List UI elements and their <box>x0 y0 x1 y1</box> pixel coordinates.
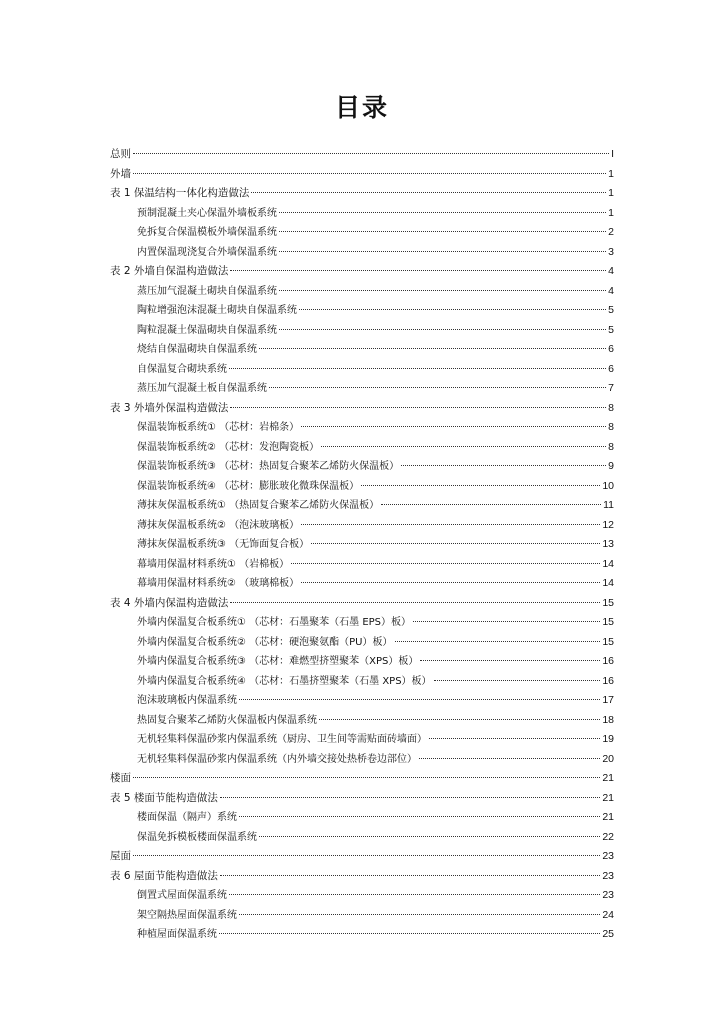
dot-leader <box>301 581 600 583</box>
toc-entry-page-number: 20 <box>602 752 614 765</box>
dot-leader <box>269 386 606 388</box>
toc-entry-page-number: 2 <box>608 226 614 238</box>
dot-leader <box>301 523 600 525</box>
toc-entry[interactable] <box>110 204 614 224</box>
toc-entry-label: 屋面 <box>110 850 131 862</box>
dot-leader <box>381 503 601 505</box>
toc-entry-page-number: 23 <box>602 869 614 882</box>
toc-entry-page-number: 10 <box>602 479 614 492</box>
toc-entry-label: 外墙内保温复合板系统② （芯材：硬泡聚氨酯（PU）板） <box>137 636 393 648</box>
toc-entry-label: 保温装饰板系统② （芯材：发泡陶瓷板） <box>137 441 320 453</box>
dot-leader <box>279 230 606 232</box>
dot-leader <box>230 269 606 271</box>
toc-entry[interactable] <box>110 750 614 770</box>
dot-leader <box>239 698 600 700</box>
toc-entry[interactable] <box>110 301 614 321</box>
toc-entry-page-number: 21 <box>602 811 614 823</box>
dot-leader <box>299 308 606 310</box>
dot-leader <box>361 484 600 486</box>
toc-entry-page-number: 6 <box>608 343 614 355</box>
dot-leader <box>220 796 600 798</box>
toc-entry-page-number: 15 <box>602 596 614 609</box>
dot-leader <box>279 211 606 213</box>
toc-entry-page-number: 21 <box>602 772 614 784</box>
toc-entry[interactable] <box>110 516 614 536</box>
toc-entry-label: 自保温复合砌块系统 <box>137 363 227 375</box>
toc-entry-page-number: 15 <box>602 616 614 628</box>
toc-entry-label: 无机轻集料保温砂浆内保温系统（厨房、卫生间等需贴面砖墙面） <box>137 734 427 745</box>
toc-entry-page-number: 14 <box>602 557 614 570</box>
dot-leader <box>251 191 606 193</box>
toc-entry-label: 外墙内保温复合板系统④ （芯材：石墨挤塑聚苯（石墨 XPS）板） <box>137 675 432 687</box>
toc-entry-label: 泡沫玻璃板内保温系统 <box>137 695 237 706</box>
toc-entry-label: 薄抹灰保温板系统② （泡沫玻璃板） <box>137 519 300 531</box>
dot-leader <box>230 601 600 603</box>
toc-entry-label: 倒置式屋面保温系统 <box>137 890 227 901</box>
page-title: 目录 <box>334 93 389 122</box>
toc-entry-page-number: 25 <box>602 928 614 940</box>
toc-entry-label: 蒸压加气混凝土砌块自保温系统 <box>137 285 277 297</box>
toc-entry[interactable] <box>110 262 614 282</box>
toc-entry-label: 表 2 外墙自保温构造做法 <box>110 265 229 277</box>
dot-leader <box>259 835 600 837</box>
toc-entry[interactable] <box>110 340 614 360</box>
toc-entry-label: 薄抹灰保温板系统① （热固复合聚苯乙烯防火保温板） <box>137 500 380 511</box>
toc-entry-page-number: 1 <box>608 206 614 219</box>
toc-entry-label: 免拆复合保温模板外墙保温系统 <box>137 227 277 238</box>
dot-leader <box>291 562 600 564</box>
toc-entry-label: 表 5 楼面节能构造做法 <box>110 791 218 804</box>
toc-entry-label: 内置保温现浇复合外墙保温系统 <box>137 246 277 258</box>
toc-entry[interactable] <box>110 867 614 887</box>
toc-entry-label: 表 4 外墙内保温构造做法 <box>110 596 229 609</box>
toc-entry[interactable] <box>110 184 614 204</box>
toc-entry-page-number: 11 <box>603 499 614 511</box>
toc-entry-page-number: 4 <box>608 265 614 277</box>
toc-entry-page-number: 5 <box>608 304 614 316</box>
toc-entry-page-number: 7 <box>608 382 614 394</box>
toc-entry-page-number: 24 <box>602 908 614 921</box>
toc-entry-page-number: 21 <box>602 791 614 804</box>
toc-entry-page-number: 8 <box>608 421 614 433</box>
toc-entry-label: 保温装饰板系统④ （芯材：膨胀玻化微珠保温板） <box>137 480 360 492</box>
toc-entry-page-number: 5 <box>608 323 614 336</box>
toc-entry-label: 楼面保温（隔声）系统 <box>137 812 237 823</box>
toc-entry[interactable] <box>110 594 614 614</box>
toc-entry-label: 表 6 屋面节能构造做法 <box>110 869 218 882</box>
toc-entry[interactable] <box>110 321 614 341</box>
toc-entry[interactable] <box>110 828 614 848</box>
toc-entry[interactable] <box>110 535 614 555</box>
toc-entry-label: 无机轻集料保温砂浆内保温系统（内外墙交接处热桥卷边部位） <box>137 753 417 765</box>
toc-entry[interactable] <box>110 477 614 497</box>
toc-entry-label: 表 1 保温结构一体化构造做法 <box>110 187 250 199</box>
dot-leader <box>133 776 600 778</box>
toc-entry[interactable] <box>110 769 614 789</box>
dot-leader <box>239 815 600 817</box>
toc-entry-page-number: 23 <box>602 850 614 862</box>
toc-entry[interactable] <box>110 847 614 867</box>
dot-leader <box>420 659 600 661</box>
dot-leader <box>311 542 600 544</box>
dot-leader <box>419 757 600 759</box>
dot-leader <box>279 250 606 252</box>
dot-leader <box>133 172 606 174</box>
toc-entry[interactable] <box>110 691 614 711</box>
toc-entry[interactable] <box>110 418 614 438</box>
toc-entry[interactable] <box>110 379 614 399</box>
toc-entry-label: 幕墙用保温材料系统① （岩棉板） <box>137 558 290 570</box>
toc-entry[interactable] <box>110 243 614 263</box>
toc-entry-page-number: 9 <box>608 460 614 472</box>
toc-entry[interactable] <box>110 223 614 243</box>
toc-entry-label: 外墙内保温复合板系统③ （芯材：难燃型挤塑聚苯（XPS）板） <box>137 656 419 667</box>
toc-entry[interactable] <box>110 165 614 185</box>
toc-entry[interactable] <box>110 906 614 926</box>
dot-leader <box>429 737 600 739</box>
dot-leader <box>229 367 606 369</box>
toc-entry[interactable] <box>110 145 614 165</box>
toc-entry-page-number: 13 <box>602 538 614 550</box>
toc-entry-page-number: 4 <box>608 284 614 297</box>
toc-entry-page-number: 17 <box>602 694 614 706</box>
toc-entry-page-number: 16 <box>602 674 614 687</box>
dot-leader <box>220 874 600 876</box>
toc-entry-page-number: 23 <box>602 889 614 901</box>
toc-entry-page-number: I <box>611 148 614 160</box>
dot-leader <box>259 347 606 349</box>
toc-entry-page-number: 12 <box>602 518 614 531</box>
table-of-contents <box>110 145 614 945</box>
toc-entry-label: 薄抹灰保温板系统③ （无饰面复合板） <box>137 539 310 550</box>
toc-entry-page-number: 1 <box>608 167 614 180</box>
toc-entry-label: 架空隔热屋面保温系统 <box>137 909 237 921</box>
toc-entry-label: 外墙 <box>110 167 131 180</box>
toc-entry[interactable] <box>110 613 614 633</box>
dot-leader <box>395 640 601 642</box>
toc-entry-label: 烧结自保温砌块自保温系统 <box>137 344 257 355</box>
toc-entry[interactable] <box>110 457 614 477</box>
toc-entry-page-number: 6 <box>608 362 614 375</box>
toc-entry-label: 表 3 外墙外保温构造做法 <box>110 401 229 414</box>
dot-leader <box>133 854 600 856</box>
toc-entry-label: 保温装饰板系统③ （芯材：热固复合聚苯乙烯防火保温板） <box>137 461 400 472</box>
toc-entry-label: 总则 <box>110 148 131 160</box>
toc-entry[interactable] <box>110 672 614 692</box>
dot-leader <box>321 445 606 447</box>
dot-leader <box>239 913 600 915</box>
dot-leader <box>279 289 606 291</box>
toc-entry-page-number: 3 <box>608 245 614 258</box>
dot-leader <box>301 425 606 427</box>
toc-entry-page-number: 1 <box>608 187 614 199</box>
dot-leader <box>133 152 609 154</box>
toc-entry-label: 种植屋面保温系统 <box>137 929 217 940</box>
dot-leader <box>229 893 600 895</box>
toc-entry-page-number: 8 <box>608 401 614 414</box>
toc-entry[interactable] <box>110 360 614 380</box>
toc-entry[interactable] <box>110 730 614 750</box>
toc-entry[interactable] <box>110 496 614 516</box>
toc-entry[interactable] <box>110 399 614 419</box>
toc-entry[interactable] <box>110 711 614 731</box>
toc-entry[interactable] <box>110 282 614 302</box>
toc-entry-label: 热固复合聚苯乙烯防火保温板内保温系统 <box>137 714 317 726</box>
toc-entry-page-number: 15 <box>602 635 614 648</box>
dot-leader <box>319 718 600 720</box>
toc-entry[interactable] <box>110 633 614 653</box>
toc-entry[interactable] <box>110 886 614 906</box>
toc-entry-label: 蒸压加气混凝土板自保温系统 <box>137 383 267 394</box>
dot-leader <box>413 620 600 622</box>
dot-leader <box>219 932 600 934</box>
toc-entry-page-number: 8 <box>608 440 614 453</box>
toc-entry-page-number: 16 <box>602 655 614 667</box>
toc-entry-page-number: 22 <box>602 830 614 843</box>
dot-leader <box>434 679 601 681</box>
toc-entry-label: 楼面 <box>110 772 131 784</box>
toc-entry-label: 陶粒混凝土保温砌块自保温系统 <box>137 324 277 336</box>
toc-entry-label: 外墙内保温复合板系统① （芯材：石墨聚苯（石墨 EPS）板） <box>137 617 412 628</box>
toc-entry-label: 陶粒增强泡沫混凝土砌块自保温系统 <box>137 305 297 316</box>
dot-leader <box>230 406 606 408</box>
toc-entry-page-number: 18 <box>602 713 614 726</box>
toc-entry[interactable] <box>110 438 614 458</box>
toc-entry[interactable] <box>110 789 614 809</box>
toc-entry[interactable] <box>110 925 614 945</box>
toc-entry-page-number: 19 <box>602 733 614 745</box>
toc-entry[interactable] <box>110 808 614 828</box>
toc-entry-label: 预制混凝土夹心保温外墙板系统 <box>137 207 277 219</box>
dot-leader <box>279 328 606 330</box>
toc-entry-page-number: 14 <box>602 577 614 589</box>
toc-entry[interactable] <box>110 574 614 594</box>
dot-leader <box>401 464 606 466</box>
toc-entry-label: 幕墙用保温材料系统② （玻璃棉板） <box>137 578 300 589</box>
toc-entry[interactable] <box>110 652 614 672</box>
toc-entry[interactable] <box>110 555 614 575</box>
toc-entry-label: 保温免拆模板楼面保温系统 <box>137 831 257 843</box>
toc-entry-label: 保温装饰板系统① （芯材：岩棉条） <box>137 422 300 433</box>
